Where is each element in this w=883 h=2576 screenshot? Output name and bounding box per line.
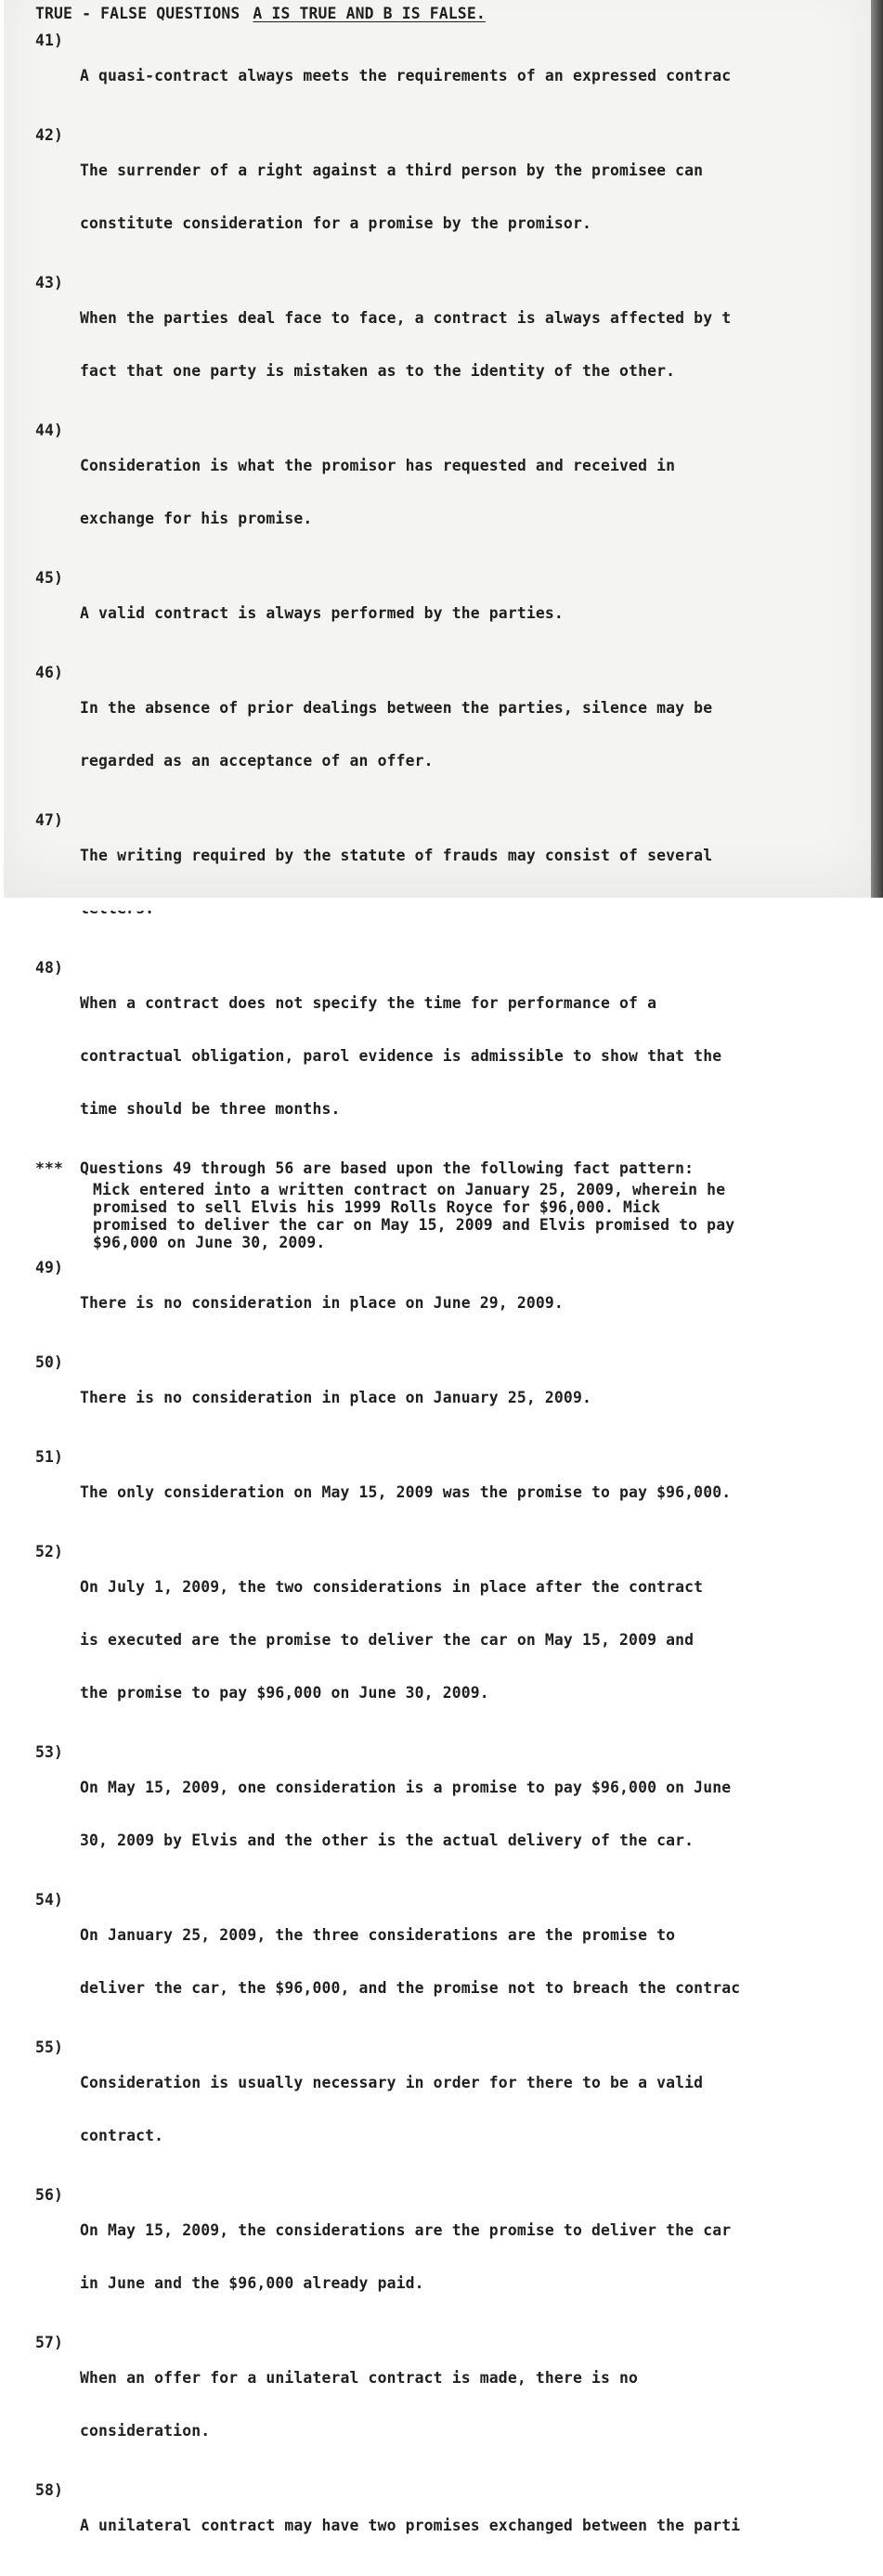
fact-pattern-intro-text: Questions 49 through 56 are based upon the following fact pattern: bbox=[80, 1159, 695, 1177]
question-text bbox=[80, 1448, 871, 1536]
fact-pattern-intro bbox=[35, 1159, 871, 1177]
fact-pattern-line: promised to deliver the car on May 15, 2009 and Elvis promised to pay bbox=[93, 1216, 735, 1234]
question-item bbox=[35, 274, 871, 415]
question-line: When the parties deal face to face, a contract is always affected by t bbox=[80, 309, 732, 327]
question-line: time should be three months. bbox=[80, 1100, 341, 1118]
question-number: 47) bbox=[35, 811, 64, 829]
question-line: A quasi-contract always meets the requirements of an expressed contrac bbox=[80, 67, 732, 84]
question-line: The only consideration on May 15, 2009 was the promise to pay $96,000. bbox=[80, 1483, 732, 1501]
question-item bbox=[35, 421, 871, 563]
question-item bbox=[35, 1743, 871, 1884]
question-line: in June and the $96,000 already paid. bbox=[80, 2274, 424, 2292]
question-item bbox=[35, 2186, 871, 2327]
fact-pattern-line: Mick entered into a written contract on January 25, 2009, wherein he bbox=[93, 1181, 726, 1198]
question-item bbox=[35, 664, 871, 805]
question-line: 30, 2009 by Elvis and the other is the actual delivery of the car. bbox=[80, 1832, 695, 1849]
question-line: constitute consideration for a promise by the promisor. bbox=[80, 214, 591, 232]
fact-pattern-line: promised to sell Elvis his 1999 Rolls Royce for $96,000. Mick bbox=[93, 1198, 661, 1216]
question-line: is executed are the promise to deliver the car on May 15, 2009 and bbox=[80, 1631, 695, 1649]
question-item bbox=[35, 2039, 871, 2180]
question-line: In the absence of prior dealings between the parties, silence may be bbox=[80, 699, 713, 717]
question-number: 42) bbox=[35, 126, 64, 144]
question-text bbox=[80, 664, 871, 805]
question-text bbox=[80, 811, 871, 952]
question-number: 44) bbox=[35, 421, 64, 439]
question-number: 54) bbox=[35, 1891, 64, 1909]
question-line: When a contract does not specify the time for performance of a bbox=[80, 994, 657, 1012]
question-line: There is no consideration in place on January 25, 2009. bbox=[80, 1389, 591, 1406]
question-line: A unilateral contract may have two promises exchanged between the parti bbox=[80, 2517, 741, 2534]
question-item bbox=[35, 811, 871, 952]
question-number: 41) bbox=[35, 32, 64, 49]
question-line: deliver the car, the $96,000, and the promise not to breach the contrac bbox=[80, 1979, 741, 1997]
question-line: consideration. bbox=[80, 2422, 211, 2440]
question-item bbox=[35, 1259, 871, 1347]
question-number: 50) bbox=[35, 1353, 64, 1371]
question-number: 45) bbox=[35, 569, 64, 587]
question-text bbox=[80, 274, 871, 415]
question-number: 53) bbox=[35, 1743, 64, 1761]
heading-subtitle: A IS TRUE AND B IS FALSE. bbox=[253, 5, 486, 22]
question-line: There is no consideration in place on June 29, 2009. bbox=[80, 1294, 564, 1312]
question-text bbox=[80, 2039, 871, 2180]
question-text bbox=[80, 2481, 871, 2570]
question-number: 43) bbox=[35, 274, 64, 291]
question-number: 46) bbox=[35, 664, 64, 681]
question-item bbox=[35, 126, 871, 267]
question-line: The writing required by the statute of frauds may consist of several bbox=[80, 847, 713, 864]
question-line: On July 1, 2009, the two considerations in place after the contract bbox=[80, 1578, 704, 1596]
question-line: On May 15, 2009, one consideration is a promise to pay $96,000 on June bbox=[80, 1779, 732, 1796]
question-number: 55) bbox=[35, 2039, 64, 2056]
question-line: contractual obligation, parol evidence is admissible to show that the bbox=[80, 1047, 722, 1065]
question-number: 51) bbox=[35, 1448, 64, 1466]
question-line: A valid contract is always performed by the parties. bbox=[80, 604, 564, 622]
question-item bbox=[35, 1543, 871, 1737]
question-text bbox=[80, 421, 871, 563]
question-line: Consideration is what the promisor has requested and received in bbox=[80, 457, 676, 474]
question-number: 49) bbox=[35, 1259, 64, 1276]
fact-pattern-body bbox=[93, 1181, 871, 1251]
question-line: When an offer for a unilateral contract is made, there is no bbox=[80, 2369, 639, 2387]
page-heading bbox=[35, 4, 871, 23]
question-number: 52) bbox=[35, 1543, 64, 1560]
question-text bbox=[80, 1891, 871, 2032]
question-line: fact that one party is mistaken as to the identity of the other. bbox=[80, 362, 676, 380]
fact-pattern-line: $96,000 on June 30, 2009. bbox=[93, 1234, 326, 1251]
question-number: 57) bbox=[35, 2334, 64, 2351]
question-text bbox=[80, 1543, 871, 1737]
question-number: 48) bbox=[35, 959, 64, 977]
question-item bbox=[35, 2481, 871, 2570]
question-text bbox=[80, 32, 871, 120]
question-number: 56) bbox=[35, 2186, 64, 2204]
question-text bbox=[80, 2186, 871, 2327]
page-edge-shadow bbox=[871, 0, 883, 911]
question-item bbox=[35, 569, 871, 657]
question-line: On May 15, 2009, the considerations are the promise to deliver the car bbox=[80, 2221, 732, 2239]
question-text bbox=[80, 126, 871, 267]
question-text bbox=[80, 1259, 871, 1347]
question-line: The surrender of a right against a third person by the promisee can bbox=[80, 162, 704, 179]
bottom-margin bbox=[0, 898, 883, 911]
question-text bbox=[80, 959, 871, 1153]
question-line: the promise to pay $96,000 on June 30, 2009. bbox=[80, 1684, 489, 1702]
question-number: 58) bbox=[35, 2481, 64, 2499]
question-line: On January 25, 2009, the three considerations are the promise to bbox=[80, 1926, 676, 1944]
question-item bbox=[35, 1448, 871, 1536]
question-text bbox=[80, 1353, 871, 1442]
heading-title: TRUE - FALSE QUESTIONS bbox=[35, 5, 240, 22]
question-line: Consideration is usually necessary in order for there to be a valid bbox=[80, 2074, 704, 2091]
question-line: contract. bbox=[80, 2127, 164, 2144]
question-item bbox=[35, 959, 871, 1153]
question-item bbox=[35, 1353, 871, 1442]
question-sheet bbox=[35, 4, 871, 2576]
document-page bbox=[4, 0, 871, 2534]
question-item bbox=[35, 2334, 871, 2475]
fact-pattern-marker: *** bbox=[35, 1159, 64, 1177]
question-text bbox=[80, 569, 871, 657]
question-item bbox=[35, 1891, 871, 2032]
question-text bbox=[80, 2334, 871, 2475]
question-line: exchange for his promise. bbox=[80, 510, 313, 527]
question-text bbox=[80, 1743, 871, 1884]
question-line: regarded as an acceptance of an offer. bbox=[80, 752, 434, 770]
question-item bbox=[35, 32, 871, 120]
